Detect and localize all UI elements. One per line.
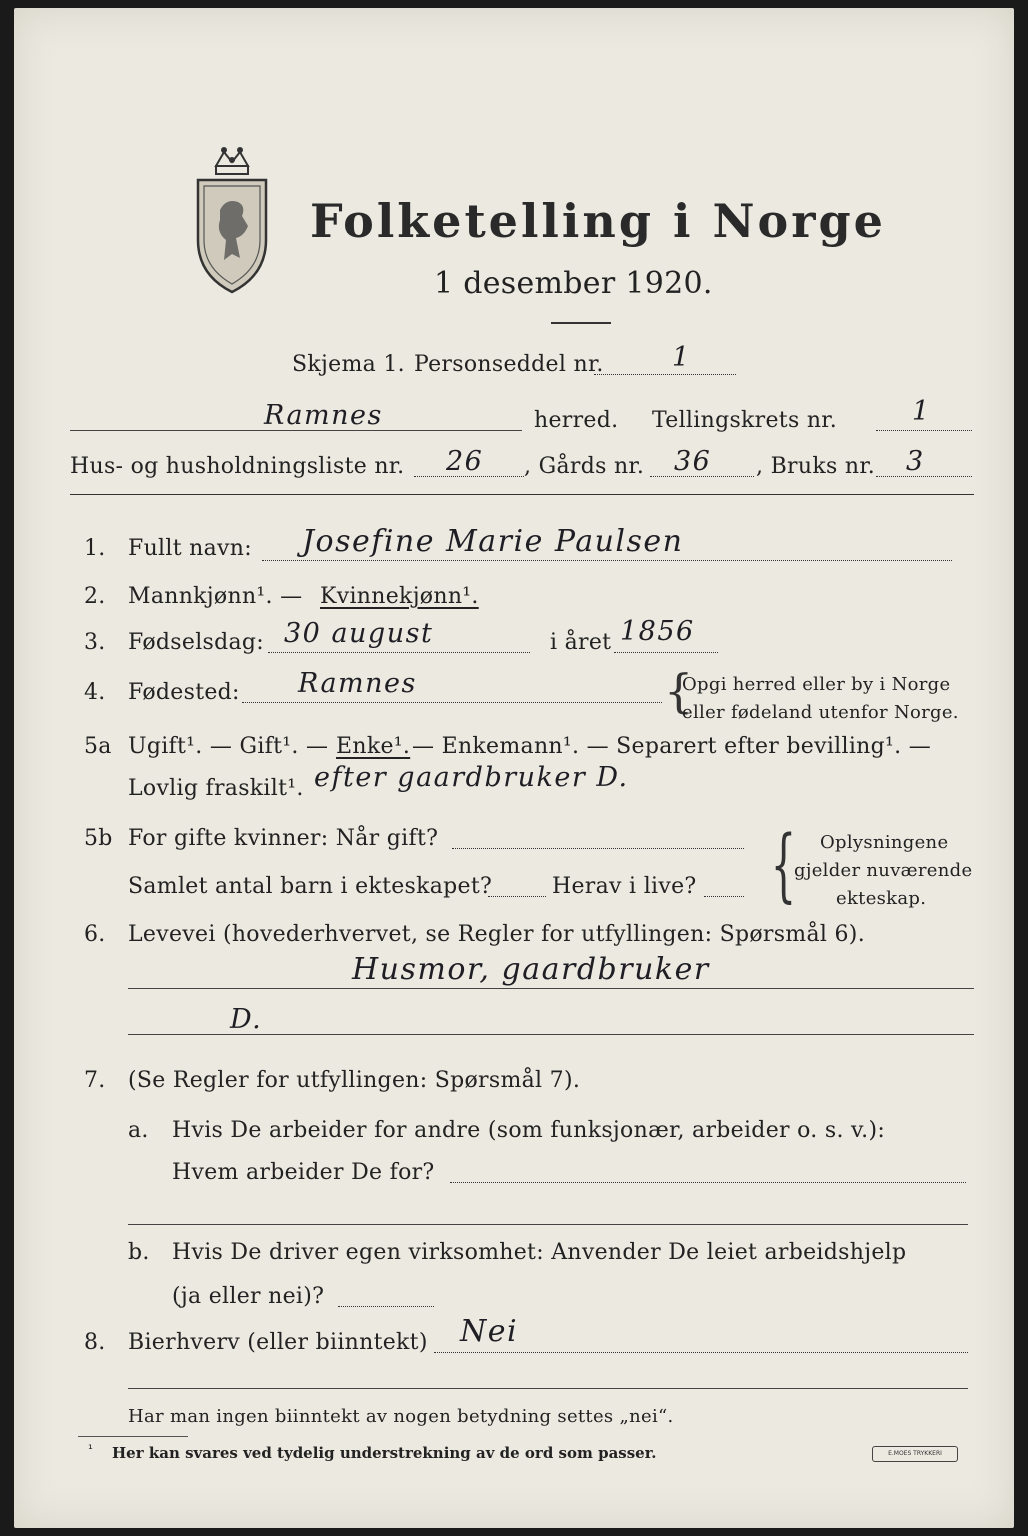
birthplace-note-2: eller fødeland utenfor Norge. bbox=[682, 702, 959, 723]
footnote-divider bbox=[78, 1436, 188, 1437]
side-income-value: Nei bbox=[460, 1314, 519, 1349]
bruks-label: , Bruks nr. bbox=[756, 454, 876, 479]
schema-label: Skjema 1. bbox=[292, 352, 405, 377]
husholdning-label: Hus- og husholdningsliste nr. bbox=[70, 454, 405, 479]
birth-year-field[interactable] bbox=[614, 652, 718, 653]
side-income-field[interactable] bbox=[434, 1352, 968, 1353]
birthplace-brace: { bbox=[664, 664, 694, 718]
q1-label: Fullt navn: bbox=[128, 536, 252, 561]
marital-enke-option[interactable]: Enke¹. bbox=[336, 734, 411, 759]
employer-field-2[interactable] bbox=[128, 1224, 968, 1225]
q7b-label: Hvis De driver egen virksomhet: Anvender De leiet arbeidshjelp bbox=[172, 1240, 907, 1265]
employer-field[interactable] bbox=[450, 1182, 966, 1183]
children-total-label: Samlet antal barn i ekteskapet? bbox=[128, 874, 493, 899]
marital-other-options[interactable]: — Enkemann¹. — Separert efter bevilling¹. — bbox=[412, 734, 932, 759]
married-when-field[interactable] bbox=[452, 848, 744, 849]
q8-label: Bierhverv (eller biinntekt) bbox=[128, 1330, 428, 1355]
personseddel-field[interactable] bbox=[594, 374, 736, 375]
marital-ugift-gift[interactable]: Ugift¹. — Gift¹. — bbox=[128, 734, 329, 759]
side-income-field-2[interactable] bbox=[128, 1388, 968, 1389]
q7-number: 7. bbox=[84, 1068, 106, 1093]
full-name-value: Josefine Marie Paulsen bbox=[302, 524, 684, 559]
occupation-field-1[interactable] bbox=[128, 988, 974, 989]
marriage-note-1: Oplysningene bbox=[820, 832, 949, 853]
birthday-value: 30 august bbox=[284, 618, 434, 649]
q5b-number: 5b bbox=[84, 826, 113, 851]
birth-year-value: 1856 bbox=[620, 616, 695, 647]
sex-male-option[interactable]: Mannkjønn¹. — bbox=[128, 584, 303, 609]
q7-label: (Se Regler for utfyllingen: Spørsmål 7). bbox=[128, 1068, 581, 1093]
year-label: i året bbox=[550, 630, 612, 655]
q3-number: 3. bbox=[84, 630, 106, 655]
children-alive-label: Herav i live? bbox=[552, 874, 697, 899]
q7a-label: Hvis De arbeider for andre (som funksjonær, arbeider o. s. v.): bbox=[172, 1118, 886, 1143]
q4-label: Fødested: bbox=[128, 680, 240, 705]
married-when-label: For gifte kvinner: Når gift? bbox=[128, 826, 439, 851]
q7a-employer-label: Hvem arbeider De for? bbox=[172, 1160, 435, 1185]
q7a-letter: a. bbox=[128, 1118, 149, 1143]
form-title: Folketelling i Norge bbox=[310, 194, 886, 248]
q4-number: 4. bbox=[84, 680, 106, 705]
sex-female-option[interactable]: Kvinnekjønn¹. bbox=[320, 584, 479, 609]
lovlig-fraskilt-option[interactable]: Lovlig fraskilt¹. bbox=[128, 776, 304, 801]
header-divider bbox=[70, 494, 974, 495]
personseddel-value: 1 bbox=[672, 342, 691, 373]
q2-number: 2. bbox=[84, 584, 106, 609]
q7b-label-2: (ja eller nei)? bbox=[172, 1284, 325, 1309]
marriage-note-3: ekteskap. bbox=[836, 888, 927, 909]
birthplace-note-1: Opgi herred eller by i Norge bbox=[682, 674, 951, 695]
q8-number: 8. bbox=[84, 1330, 106, 1355]
printer-stamp: E.MOES TRYKKERI bbox=[872, 1446, 958, 1462]
birthday-field[interactable] bbox=[268, 652, 530, 653]
q6-number: 6. bbox=[84, 922, 106, 947]
tellingskrets-field[interactable] bbox=[876, 430, 972, 431]
marriage-note-2: gjelder nuværende bbox=[794, 860, 973, 881]
census-date: 1 desember 1920. bbox=[434, 266, 713, 301]
occupation-value-2: D. bbox=[230, 1004, 263, 1035]
q1-number: 1. bbox=[84, 536, 106, 561]
gards-label: , Gårds nr. bbox=[524, 454, 645, 479]
gards-value: 36 bbox=[674, 446, 712, 477]
personseddel-label: Personseddel nr. bbox=[414, 352, 604, 377]
footer-note: Har man ingen biinntekt av nogen betydning settes „nei“. bbox=[128, 1406, 674, 1427]
footnote-text: Her kan svares ved tydelig understrekning av de ord som passer. bbox=[112, 1444, 657, 1462]
children-total-field[interactable] bbox=[488, 896, 546, 897]
husholdning-value: 26 bbox=[446, 446, 484, 477]
census-form bbox=[14, 8, 1014, 1528]
birthplace-field[interactable] bbox=[242, 702, 662, 703]
hired-help-field[interactable] bbox=[338, 1306, 434, 1307]
q6-label: Levevei (hovederhvervet, se Regler for utfyllingen: Spørsmål 6). bbox=[128, 922, 865, 947]
coat-of-arms-icon bbox=[190, 140, 274, 300]
q5a-number: 5a bbox=[84, 734, 112, 759]
tellingskrets-value: 1 bbox=[912, 396, 931, 427]
footnote-mark: ¹ bbox=[88, 1442, 93, 1456]
herred-value: Ramnes bbox=[264, 400, 383, 431]
birthplace-value: Ramnes bbox=[298, 668, 417, 699]
tellingskrets-label: Tellingskrets nr. bbox=[652, 408, 837, 433]
marital-note-value: efter gaardbruker D. bbox=[314, 762, 629, 793]
marriage-brace: { bbox=[770, 818, 797, 911]
herred-label: herred. bbox=[534, 408, 619, 433]
children-alive-field[interactable] bbox=[704, 896, 744, 897]
title-divider bbox=[551, 322, 611, 324]
occupation-value-1: Husmor, gaardbruker bbox=[352, 952, 710, 987]
bruks-value: 3 bbox=[906, 446, 925, 477]
full-name-field[interactable] bbox=[262, 560, 952, 561]
q3-label: Fødselsdag: bbox=[128, 630, 265, 655]
q7b-letter: b. bbox=[128, 1240, 150, 1265]
